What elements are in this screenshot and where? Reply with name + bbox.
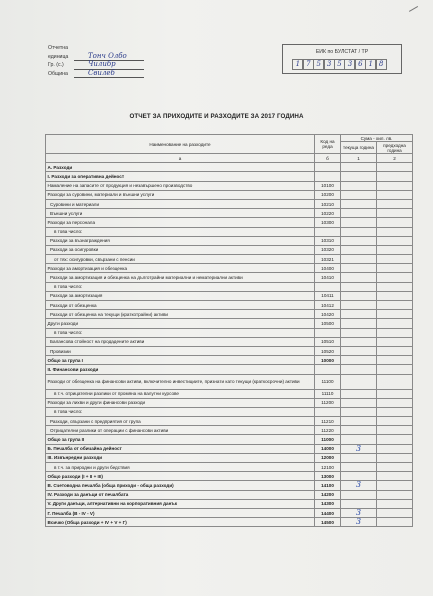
table-row [46, 417, 413, 426]
table-row [46, 181, 413, 190]
row-code: 14100 [315, 481, 341, 490]
table-row [46, 490, 413, 499]
table-row [46, 209, 413, 218]
row-previous-value [377, 236, 413, 245]
row-current-value [341, 463, 377, 472]
row-previous-value [377, 273, 413, 282]
row-code: 10411 [315, 291, 341, 300]
municipality-label: Община [48, 70, 68, 77]
row-code: 10510 [315, 337, 341, 346]
row-name: Разходи за амортизация и обезценка на дълготрайни материални и нематериални активи [46, 273, 315, 282]
row-code: 10420 [315, 310, 341, 319]
org-value: Тонч Олбо [88, 51, 127, 60]
row-name: Други разходи [46, 319, 315, 328]
municipality-value: Свилеб [88, 68, 115, 77]
row-code: 11220 [315, 426, 341, 435]
table-row [46, 337, 413, 346]
row-current-value [341, 444, 377, 453]
table-row [46, 328, 413, 337]
row-previous-value [377, 282, 413, 291]
row-code: 10200 [315, 190, 341, 199]
report-title: ОТЧЕТ ЗА ПРИХОДИТЕ И РАЗХОДИТЕ ЗА 2017 ГОДИНА [129, 113, 304, 120]
row-previous-value [377, 227, 413, 236]
row-previous-value [377, 337, 413, 346]
corner-mark [409, 6, 421, 17]
row-code: 10210 [315, 199, 341, 208]
row-previous-value [377, 245, 413, 254]
row-name: В. Счетоводна печалба (обща приходи - обща разходи) [46, 481, 315, 490]
row-previous-value [377, 218, 413, 227]
eik-label: ЕИК по БУЛСТАТ / ТР [315, 49, 369, 55]
row-name: Разходи, свързани с предприятия от група [46, 417, 315, 426]
row-name: Разходи за амортизация и обезценка [46, 264, 315, 273]
table-row [46, 172, 413, 181]
row-current-value [341, 426, 377, 435]
row-name: Разходи от обезценка [46, 301, 315, 310]
row-name: Г. Печалба (В - IV - V) [46, 508, 315, 517]
row-name: Разходи от обезценка на финансови активи, включително инвестициите, признати като текущи (краткосрочни) активи [46, 374, 315, 389]
table-row [46, 199, 413, 208]
row-previous-value [377, 199, 413, 208]
row-name: от тях: осигуровки, свързани с пенсии [46, 255, 315, 264]
row-name: Общо разходи (I + II + III) [46, 472, 315, 481]
row-name: Разходи за суровини, материали и външни услуги [46, 190, 315, 199]
eik-digit-cell: 3 [344, 59, 355, 70]
col-header-code: Код на реда [315, 135, 341, 154]
row-code [315, 328, 341, 337]
row-code: 11200 [315, 398, 341, 407]
row-name: Общо за група II [46, 435, 315, 444]
row-name: Всичко (Обща разходи + IV + V + Г) [46, 518, 315, 527]
table-row [46, 463, 413, 472]
row-code: 13000 [315, 472, 341, 481]
col-index-a: а [46, 154, 315, 163]
row-current-value [341, 453, 377, 462]
row-code: 10320 [315, 245, 341, 254]
row-previous-value [377, 407, 413, 416]
row-previous-value [377, 481, 413, 490]
col-header-name: Наименование на разходите [46, 135, 315, 154]
city-value: Чилибр [88, 60, 116, 69]
row-code: 10500 [315, 319, 341, 328]
handwritten-value: 3 [355, 517, 362, 527]
row-code [315, 227, 341, 236]
table-row [46, 374, 413, 389]
row-code: 14000 [315, 444, 341, 453]
row-code: 10412 [315, 301, 341, 310]
row-current-value [341, 236, 377, 245]
row-current-value [341, 328, 377, 337]
eik-digit-cell: 6 [355, 59, 366, 70]
row-previous-value [377, 328, 413, 337]
row-previous-value [377, 453, 413, 462]
col-header-sum: Сума - хил. лв. [341, 135, 413, 142]
row-current-value [341, 190, 377, 199]
row-previous-value [377, 310, 413, 319]
row-code: 14500 [315, 518, 341, 527]
eik-box [282, 44, 402, 74]
row-previous-value [377, 172, 413, 181]
row-current-value [341, 301, 377, 310]
row-name: Б. Печалба от обичайна дейност [46, 444, 315, 453]
row-current-value [341, 227, 377, 236]
row-previous-value [377, 255, 413, 264]
row-current-value [341, 490, 377, 499]
row-code: 10410 [315, 273, 341, 282]
row-previous-value [377, 346, 413, 355]
table-row [46, 227, 413, 236]
row-code: 14300 [315, 499, 341, 508]
table-row [46, 481, 413, 490]
col-index-b: б [315, 154, 341, 163]
col-header-current: текуща година [341, 142, 377, 154]
row-name: Външни услуги [46, 209, 315, 218]
row-code: 14200 [315, 490, 341, 499]
row-code: 14400 [315, 508, 341, 517]
eik-digit-cell: 5 [313, 59, 324, 70]
row-previous-value [377, 472, 413, 481]
row-previous-value [377, 291, 413, 300]
eik-digit-cell: 7 [303, 59, 314, 70]
row-current-value [341, 218, 377, 227]
row-previous-value [377, 508, 413, 517]
row-name: в т.ч. за природни и други бедствия [46, 463, 315, 472]
row-code: 11000 [315, 435, 341, 444]
row-previous-value [377, 389, 413, 398]
row-name: Отрицателни разлики от операции с финансови активи [46, 426, 315, 435]
row-name: А. Разходи [46, 163, 315, 172]
row-code: 10400 [315, 264, 341, 273]
row-current-value [341, 518, 377, 527]
col-index-2: 2 [377, 154, 413, 163]
row-code: 10321 [315, 255, 341, 264]
row-current-value [341, 291, 377, 300]
table-row [46, 291, 413, 300]
eik-digit-cell: 8 [376, 59, 387, 70]
reporting-entity-block [48, 44, 144, 78]
eik-digit-cell: 1 [292, 59, 303, 70]
city-label: Гр. (с.) [48, 62, 64, 69]
row-name: Разходи от обезценка на текущи (краткотрайни) активи [46, 310, 315, 319]
row-previous-value [377, 365, 413, 374]
row-name: Разходи за амортизация [46, 291, 315, 300]
row-previous-value [377, 463, 413, 472]
row-previous-value [377, 435, 413, 444]
table-row [46, 282, 413, 291]
table-row [46, 389, 413, 398]
table-row [46, 273, 413, 282]
row-previous-value [377, 374, 413, 389]
row-previous-value [377, 301, 413, 310]
row-code: 10100 [315, 181, 341, 190]
row-name: Намаление на запасите от продукция и незавършено производство [46, 181, 315, 190]
row-previous-value [377, 518, 413, 527]
row-name: Разходи за осигуровки [46, 245, 315, 254]
eik-digits [293, 59, 387, 70]
row-previous-value [377, 499, 413, 508]
table-row [46, 356, 413, 365]
row-code: 11110 [315, 389, 341, 398]
row-current-value [341, 346, 377, 355]
row-code: 10000 [315, 356, 341, 365]
col-header-previous: предходна година [377, 142, 413, 154]
handwritten-value: 3 [355, 480, 362, 490]
row-current-value [341, 255, 377, 264]
table-row [46, 365, 413, 374]
row-name: I. Разходи за оперативна дейност [46, 172, 315, 181]
row-name: IV. Разходи за данъци от печалбата [46, 490, 315, 499]
row-current-value [341, 407, 377, 416]
row-current-value [341, 398, 377, 407]
row-previous-value [377, 264, 413, 273]
table-row [46, 190, 413, 199]
row-previous-value [377, 490, 413, 499]
row-previous-value [377, 444, 413, 453]
row-previous-value [377, 417, 413, 426]
row-code [315, 282, 341, 291]
row-current-value [341, 356, 377, 365]
row-current-value [341, 181, 377, 190]
table-row [46, 163, 413, 172]
row-previous-value [377, 426, 413, 435]
table-row [46, 319, 413, 328]
table-row [46, 407, 413, 416]
table-row [46, 236, 413, 245]
table-row [46, 255, 413, 264]
row-current-value [341, 209, 377, 218]
col-index-1: 1 [341, 154, 377, 163]
row-code: 10220 [315, 209, 341, 218]
row-name: в това число: [46, 328, 315, 337]
table-row [46, 264, 413, 273]
row-code: 10520 [315, 346, 341, 355]
row-current-value [341, 245, 377, 254]
row-previous-value [377, 181, 413, 190]
row-name: V. Други данъци, алтернативни на корпоративния данък [46, 499, 315, 508]
row-current-value [341, 282, 377, 291]
row-current-value [341, 417, 377, 426]
row-name: II. Финансови разходи [46, 365, 315, 374]
row-code [315, 163, 341, 172]
handwritten-value: 3 [355, 443, 362, 453]
row-name: в това число: [46, 407, 315, 416]
row-current-value [341, 374, 377, 389]
eik-digit-cell: 1 [365, 59, 376, 70]
row-code [315, 407, 341, 416]
row-previous-value [377, 163, 413, 172]
row-name: III. Извънредни разходи [46, 453, 315, 462]
row-code: 11210 [315, 417, 341, 426]
row-previous-value [377, 190, 413, 199]
table-row [46, 301, 413, 310]
row-current-value [341, 389, 377, 398]
org-label: Отчетна единица [48, 45, 69, 60]
row-current-value [341, 365, 377, 374]
expenses-table [45, 134, 413, 527]
row-current-value [341, 163, 377, 172]
row-name: Провизии [46, 346, 315, 355]
table-row [46, 518, 413, 527]
row-name: Суровини и материали [46, 199, 315, 208]
row-previous-value [377, 356, 413, 365]
row-current-value [341, 481, 377, 490]
row-current-value [341, 199, 377, 208]
eik-digit-cell: 3 [324, 59, 335, 70]
table-row [46, 245, 413, 254]
row-current-value [341, 337, 377, 346]
row-name: Балансова стойност на продадените активи [46, 337, 315, 346]
row-name: в това число: [46, 282, 315, 291]
row-name: Разходи за лихви и други финансови разходи [46, 398, 315, 407]
row-code: 12000 [315, 453, 341, 462]
row-previous-value [377, 398, 413, 407]
table-row [46, 444, 413, 453]
row-code [315, 172, 341, 181]
row-code: 10300 [315, 218, 341, 227]
row-previous-value [377, 319, 413, 328]
row-name: Разходи за възнаграждения [46, 236, 315, 245]
handwritten-value: 3 [355, 508, 362, 518]
row-previous-value [377, 209, 413, 218]
row-current-value [341, 310, 377, 319]
row-name: в т.ч. отрицателни разлики от промяна на валутни курсове [46, 389, 315, 398]
row-current-value [341, 172, 377, 181]
row-code: 10310 [315, 236, 341, 245]
row-code [315, 365, 341, 374]
table-row [46, 310, 413, 319]
row-current-value [341, 273, 377, 282]
eik-digit-cell: 5 [334, 59, 345, 70]
row-name: Общо за група I [46, 356, 315, 365]
table-row [46, 426, 413, 435]
table-row [46, 218, 413, 227]
row-code: 12100 [315, 463, 341, 472]
row-name: в това число: [46, 227, 315, 236]
table-row [46, 453, 413, 462]
row-name: Разходи за персонала [46, 218, 315, 227]
row-current-value [341, 264, 377, 273]
row-code: 11100 [315, 374, 341, 389]
table-row [46, 346, 413, 355]
row-current-value [341, 319, 377, 328]
table-row [46, 398, 413, 407]
